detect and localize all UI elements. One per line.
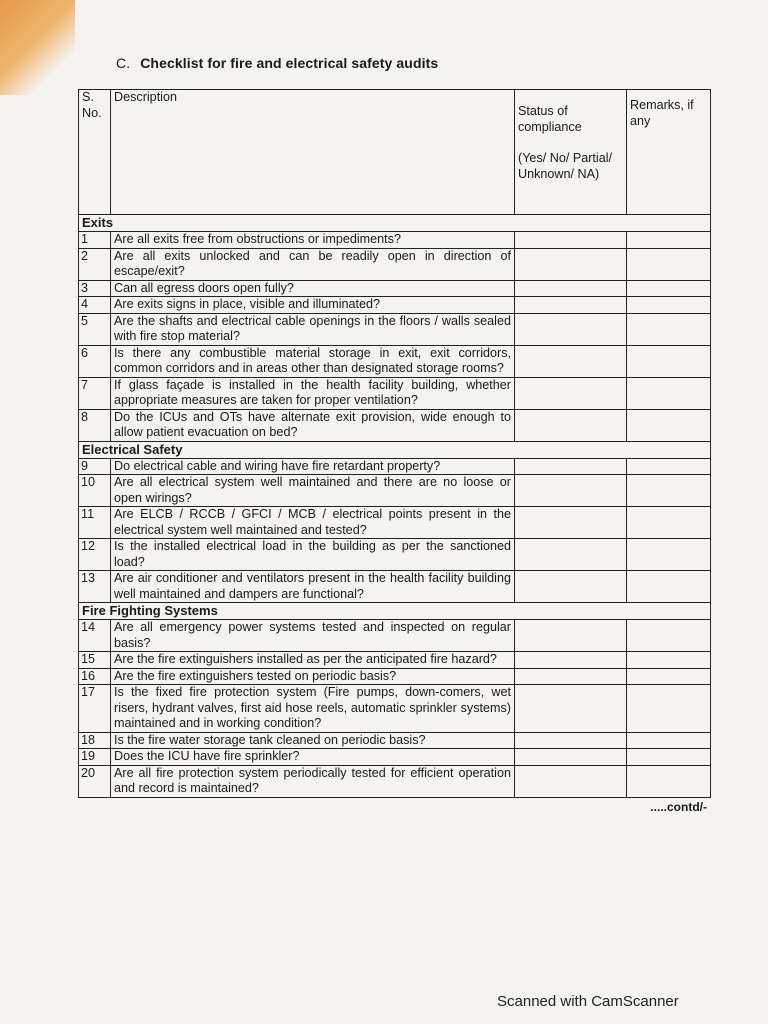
section-title: Fire Fighting Systems bbox=[79, 603, 711, 620]
item-description: Do electrical cable and wiring have fire retardant property? bbox=[111, 458, 515, 475]
item-number: 13 bbox=[79, 571, 111, 603]
item-description: Is the fixed fire protection system (Fire pumps, down-comers, wet risers, hydrant valves, first aid hose reels, automatic sprinkler systems) maintained and in working condition? bbox=[111, 685, 515, 733]
remarks-cell[interactable] bbox=[627, 377, 711, 409]
table-row bbox=[79, 377, 711, 409]
item-description: Are the fire extinguishers installed as per the anticipated fire hazard? bbox=[111, 652, 515, 669]
item-number: 1 bbox=[79, 232, 111, 249]
table-row bbox=[79, 765, 711, 797]
remarks-cell[interactable] bbox=[627, 620, 711, 652]
item-number: 7 bbox=[79, 377, 111, 409]
status-cell[interactable] bbox=[515, 652, 627, 669]
item-description: Are all electrical system well maintained and there are no loose or open wirings? bbox=[111, 475, 515, 507]
remarks-cell[interactable] bbox=[627, 765, 711, 797]
item-number: 11 bbox=[79, 507, 111, 539]
heading-title: Checklist for fire and electrical safety audits bbox=[140, 55, 439, 71]
table-row bbox=[79, 668, 711, 685]
status-cell[interactable] bbox=[515, 409, 627, 441]
heading-letter: C. bbox=[116, 55, 131, 71]
remarks-cell[interactable] bbox=[627, 409, 711, 441]
table-row bbox=[79, 539, 711, 571]
remarks-cell[interactable] bbox=[627, 232, 711, 249]
item-number: 18 bbox=[79, 732, 111, 749]
item-number: 10 bbox=[79, 475, 111, 507]
item-number: 4 bbox=[79, 297, 111, 314]
table-row bbox=[79, 620, 711, 652]
table-row bbox=[79, 458, 711, 475]
item-description: Are all fire protection system periodically tested for efficient operation and record is maintained? bbox=[111, 765, 515, 797]
section-row bbox=[79, 215, 711, 232]
table-row bbox=[79, 571, 711, 603]
status-cell[interactable] bbox=[515, 732, 627, 749]
item-number: 17 bbox=[79, 685, 111, 733]
table-row bbox=[79, 732, 711, 749]
table-row bbox=[79, 280, 711, 297]
status-cell[interactable] bbox=[515, 313, 627, 345]
status-cell[interactable] bbox=[515, 668, 627, 685]
remarks-cell[interactable] bbox=[627, 652, 711, 669]
item-description: Are all exits unlocked and can be readily open in direction of escape/exit? bbox=[111, 248, 515, 280]
table-row bbox=[79, 409, 711, 441]
item-number: 5 bbox=[79, 313, 111, 345]
status-cell[interactable] bbox=[515, 620, 627, 652]
item-number: 9 bbox=[79, 458, 111, 475]
table-row bbox=[79, 345, 711, 377]
page-heading bbox=[116, 55, 714, 71]
contd-label: .....contd/- bbox=[650, 799, 707, 814]
item-number: 6 bbox=[79, 345, 111, 377]
table-row bbox=[79, 475, 711, 507]
status-cell[interactable] bbox=[515, 297, 627, 314]
header-serial-no: S. No. bbox=[79, 90, 111, 215]
checklist-table bbox=[78, 89, 711, 798]
table-row bbox=[79, 652, 711, 669]
remarks-cell[interactable] bbox=[627, 539, 711, 571]
item-number: 15 bbox=[79, 652, 111, 669]
remarks-cell[interactable] bbox=[627, 475, 711, 507]
item-description: Can all egress doors open fully? bbox=[111, 280, 515, 297]
item-description: Are exits signs in place, visible and illuminated? bbox=[111, 297, 515, 314]
table-footer bbox=[78, 798, 710, 816]
item-description: Do the ICUs and OTs have alternate exit provision, wide enough to allow patient evacuation on bed? bbox=[111, 409, 515, 441]
remarks-cell[interactable] bbox=[627, 345, 711, 377]
table-row bbox=[79, 749, 711, 766]
remarks-cell[interactable] bbox=[627, 297, 711, 314]
item-description: Are the shafts and electrical cable openings in the floors / walls sealed with fire stop material? bbox=[111, 313, 515, 345]
table-row bbox=[79, 248, 711, 280]
status-cell[interactable] bbox=[515, 377, 627, 409]
header-status bbox=[515, 90, 627, 215]
document-page bbox=[78, 55, 714, 815]
status-cell[interactable] bbox=[515, 232, 627, 249]
item-number: 8 bbox=[79, 409, 111, 441]
item-number: 19 bbox=[79, 749, 111, 766]
item-description: Does the ICU have fire sprinkler? bbox=[111, 749, 515, 766]
remarks-cell[interactable] bbox=[627, 313, 711, 345]
remarks-cell[interactable] bbox=[627, 248, 711, 280]
paper-corner-stain bbox=[0, 0, 75, 95]
remarks-cell[interactable] bbox=[627, 458, 711, 475]
item-description: Is there any combustible material storage in exit, exit corridors, common corridors and in areas other than designated storage rooms? bbox=[111, 345, 515, 377]
table-row bbox=[79, 685, 711, 733]
remarks-cell[interactable] bbox=[627, 571, 711, 603]
section-title: Exits bbox=[79, 215, 711, 232]
header-status-label: Status of compliance bbox=[518, 104, 582, 134]
item-description: Are all emergency power systems tested and inspected on regular basis? bbox=[111, 620, 515, 652]
status-cell[interactable] bbox=[515, 248, 627, 280]
status-cell[interactable] bbox=[515, 571, 627, 603]
remarks-cell[interactable] bbox=[627, 749, 711, 766]
header-status-options: (Yes/ No/ Partial/ Unknown/ NA) bbox=[518, 151, 613, 181]
item-number: 16 bbox=[79, 668, 111, 685]
header-description: Description bbox=[111, 90, 515, 215]
remarks-cell[interactable] bbox=[627, 732, 711, 749]
camscanner-watermark: Scanned with CamScanner bbox=[497, 993, 679, 1010]
item-number: 12 bbox=[79, 539, 111, 571]
section-title: Electrical Safety bbox=[79, 441, 711, 458]
item-description: If glass façade is installed in the health facility building, whether appropriate measures are taken for proper ventilation? bbox=[111, 377, 515, 409]
section-row bbox=[79, 441, 711, 458]
status-cell[interactable] bbox=[515, 458, 627, 475]
item-number: 2 bbox=[79, 248, 111, 280]
item-description: Is the installed electrical load in the building as per the sanctioned load? bbox=[111, 539, 515, 571]
item-description: Are all exits free from obstructions or impediments? bbox=[111, 232, 515, 249]
status-cell[interactable] bbox=[515, 507, 627, 539]
table-row bbox=[79, 313, 711, 345]
item-number: 20 bbox=[79, 765, 111, 797]
remarks-cell[interactable] bbox=[627, 685, 711, 733]
status-cell[interactable] bbox=[515, 280, 627, 297]
status-cell[interactable] bbox=[515, 685, 627, 733]
remarks-cell[interactable] bbox=[627, 280, 711, 297]
status-cell[interactable] bbox=[515, 765, 627, 797]
remarks-cell[interactable] bbox=[627, 668, 711, 685]
table-row bbox=[79, 232, 711, 249]
status-cell[interactable] bbox=[515, 539, 627, 571]
item-number: 3 bbox=[79, 280, 111, 297]
section-row bbox=[79, 603, 711, 620]
item-description: Is the fire water storage tank cleaned on periodic basis? bbox=[111, 732, 515, 749]
status-cell[interactable] bbox=[515, 749, 627, 766]
header-remarks: Remarks, if any bbox=[627, 90, 711, 215]
item-description: Are ELCB / RCCB / GFCI / MCB / electrical points present in the electrical system well maintained and tested? bbox=[111, 507, 515, 539]
table-header-row bbox=[79, 90, 711, 215]
table-row bbox=[79, 507, 711, 539]
remarks-cell[interactable] bbox=[627, 507, 711, 539]
status-cell[interactable] bbox=[515, 475, 627, 507]
item-description: Are the fire extinguishers tested on periodic basis? bbox=[111, 668, 515, 685]
status-cell[interactable] bbox=[515, 345, 627, 377]
item-description: Are air conditioner and ventilators present in the health facility building well maintained and dampers are functional? bbox=[111, 571, 515, 603]
item-number: 14 bbox=[79, 620, 111, 652]
table-row bbox=[79, 297, 711, 314]
